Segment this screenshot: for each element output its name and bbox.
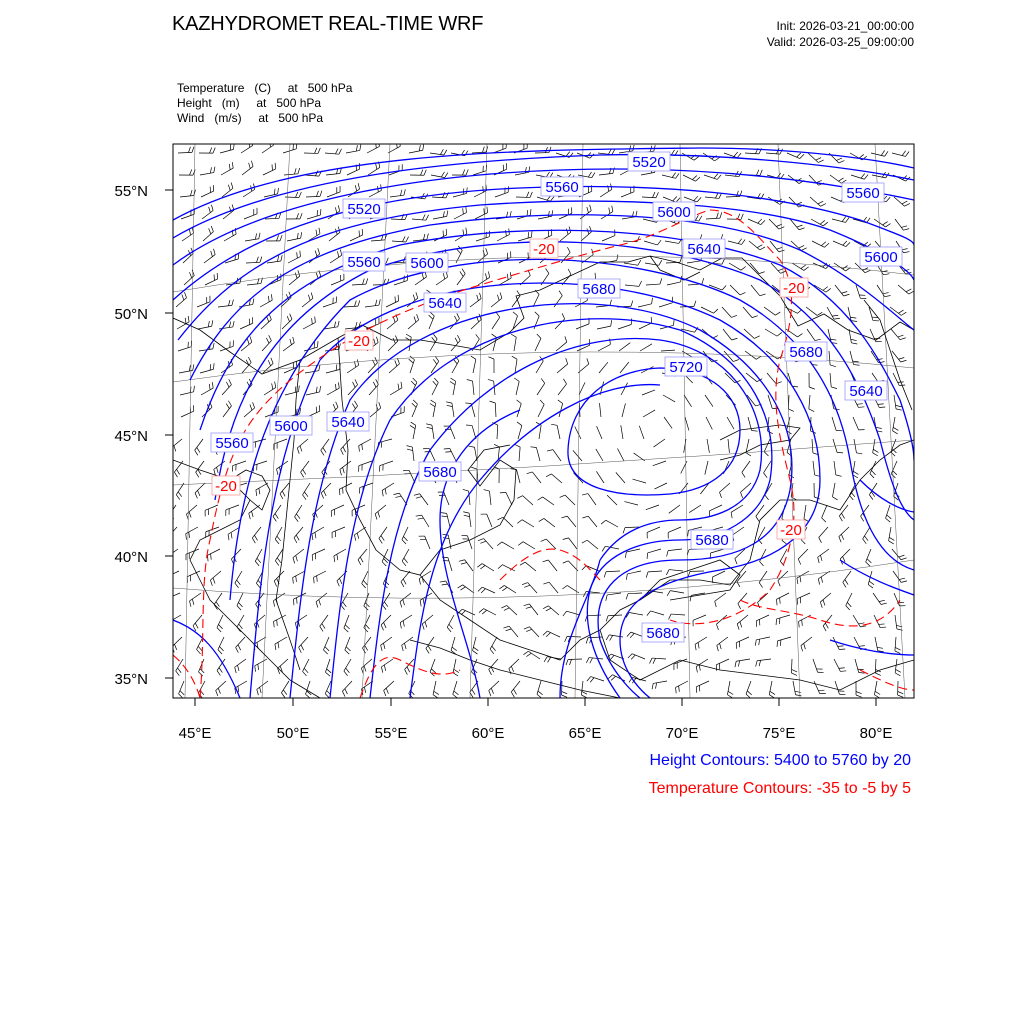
lon-tick-label: 45°E bbox=[178, 725, 212, 742]
height-label: 5640 bbox=[687, 241, 721, 258]
height-label: 5600 bbox=[657, 204, 691, 221]
temperature-label: -20 bbox=[533, 241, 555, 258]
height-label: 5680 bbox=[789, 344, 823, 361]
temperature-label: -20 bbox=[348, 333, 370, 350]
height-label: 5600 bbox=[410, 255, 444, 272]
lat-tick-label: 55°N bbox=[114, 183, 148, 200]
height-label: 5600 bbox=[274, 418, 308, 435]
lat-tick-label: 35°N bbox=[114, 671, 148, 688]
lon-tick-label: 60°E bbox=[471, 725, 505, 742]
field-wind: Wind (m/s) at 500 hPa bbox=[177, 111, 324, 125]
lon-tick-label: 65°E bbox=[568, 725, 602, 742]
height-contour-legend: Height Contours: 5400 to 5760 by 20 bbox=[649, 752, 911, 769]
temperature-label: -20 bbox=[215, 478, 237, 495]
height-label: 5560 bbox=[846, 185, 880, 202]
lon-tick-label: 55°E bbox=[374, 725, 408, 742]
temperature-label: -20 bbox=[780, 522, 802, 539]
height-label: 5680 bbox=[423, 464, 457, 481]
lon-tick-label: 80°E bbox=[859, 725, 893, 742]
lat-tick-label: 40°N bbox=[114, 549, 148, 566]
height-label: 5560 bbox=[545, 179, 579, 196]
lat-tick-label: 45°N bbox=[114, 428, 148, 445]
lon-tick-label: 75°E bbox=[762, 725, 796, 742]
height-label: 5520 bbox=[347, 201, 381, 218]
axis-ticks bbox=[165, 190, 876, 706]
country-borders bbox=[173, 256, 914, 698]
height-label: 5680 bbox=[646, 625, 680, 642]
field-height: Height (m) at 500 hPa bbox=[177, 96, 322, 110]
height-label: 5560 bbox=[347, 254, 381, 271]
field-temperature: Temperature (C) at 500 hPa bbox=[177, 81, 353, 95]
height-label: 5680 bbox=[695, 532, 729, 549]
lon-tick-label: 50°E bbox=[276, 725, 310, 742]
height-label: 5560 bbox=[215, 435, 249, 452]
height-label: 5640 bbox=[849, 383, 883, 400]
height-label: 5640 bbox=[331, 414, 365, 431]
height-label: 5520 bbox=[632, 154, 666, 171]
lat-tick-label: 50°N bbox=[114, 306, 148, 323]
temperature-contour-legend: Temperature Contours: -35 to -5 by 5 bbox=[648, 780, 911, 797]
valid-time: Valid: 2026-03-25_09:00:00 bbox=[766, 35, 914, 49]
height-label: 5720 bbox=[669, 359, 703, 376]
temperature-label: -20 bbox=[783, 280, 805, 297]
lon-tick-label: 70°E bbox=[665, 725, 699, 742]
height-label: 5640 bbox=[428, 295, 462, 312]
height-label: 5600 bbox=[864, 249, 898, 266]
height-label: 5680 bbox=[582, 281, 616, 298]
map-title: KAZHYDROMET REAL-TIME WRF bbox=[172, 13, 484, 35]
init-time: Init: 2026-03-21_00:00:00 bbox=[776, 19, 914, 33]
